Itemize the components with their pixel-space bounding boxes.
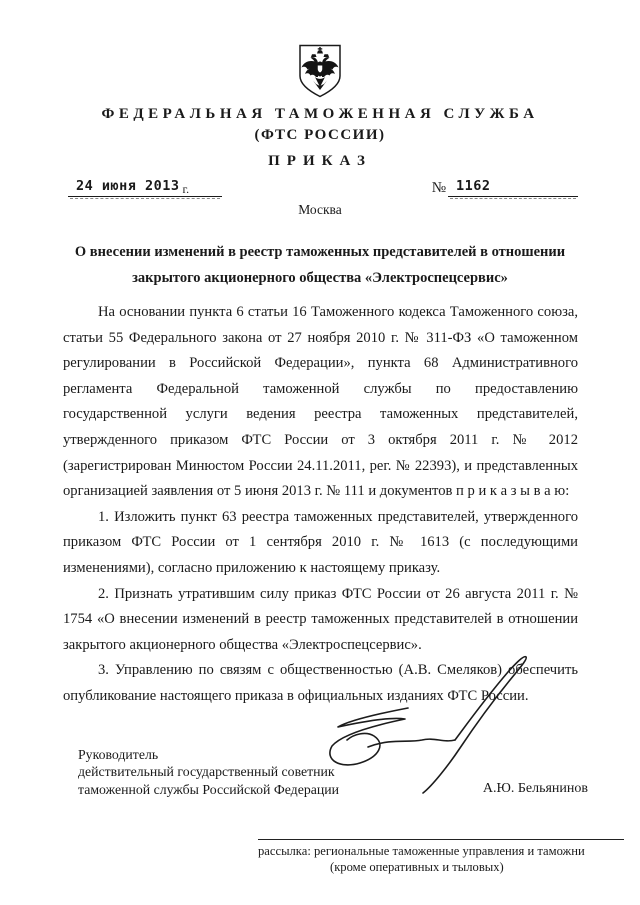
signer-position-line2: действительный государственный советник	[78, 764, 335, 779]
order-body	[63, 300, 578, 710]
distribution-footer	[258, 839, 624, 875]
agency-short-name: (ФТС РОССИИ)	[254, 127, 386, 143]
signature-block	[78, 746, 588, 799]
paragraph-item-1: 1. Изложить пункт 63 реестра таможенных представителей, утвержденного приказом ФТС России от 1 сентября 2010 г. № 1613 (с последующими изменениями), согласно приложению к настоящему приказу.	[63, 508, 578, 576]
document-header	[0, 0, 640, 218]
city-label: Москва	[298, 202, 342, 217]
number-field	[432, 177, 578, 197]
signer-position	[78, 746, 339, 799]
distribution-line2: (кроме оперативных и тыловых)	[330, 860, 504, 874]
paragraph-item-3: 3. Управлению по связям с общественностью (А.В. Смеляков) обеспечить опубликование настоящего приказа в официальных изданиях ФТС России.	[63, 662, 578, 704]
date-field	[68, 177, 222, 197]
signer-name: А.Ю. Бельянинов	[482, 781, 588, 796]
order-title: О внесении изменений в реестр таможенных представителей в отношении закрытого акционерного общества «Электроспецсервис»	[74, 244, 566, 286]
date-value: 24 июня 2013	[76, 178, 180, 194]
number-sign: №	[431, 180, 446, 196]
number-value-line	[448, 177, 578, 197]
paragraph-item-2: 2. Признать утратившим силу приказ ФТС России от 26 августа 2011 г. № 1754 «О внесении изменений в реестр таможенных представителей в отношении закрытого акционерного общества «Электроспецсервис».	[63, 585, 578, 653]
date-suffix: г.	[182, 182, 190, 196]
document-type-heading: ПРИКАЗ	[268, 153, 372, 169]
signer-position-line3: таможенной службы Российской Федерации	[78, 781, 339, 797]
signer-position-line1: Руководитель	[78, 746, 159, 762]
number-value: 1162	[456, 178, 491, 194]
paragraph-preamble: На основании пункта 6 статьи 16 Таможенного кодекса Таможенного союза, статьи 55 Федерального закона от 27 ноября 2010 г. № 311-ФЗ «О таможенном регулировании в Российской Федерации», пункта 68 Административного регламента Федеральной таможенной службы по предоставлению государственной услуги ведения реестра таможенных представителей, утвержденного приказом ФТС России от 3 октября 2011 г. № 2012 (зарегистрирован Минюстом России 24.11.2011, рег. № 22393), и представленных организацией заявления от 5 июня 2013 г. № 111 и документов п р и к а з ы в а ю:	[63, 304, 578, 500]
coat-of-arms-icon	[295, 44, 345, 98]
date-number-row	[68, 177, 578, 197]
distribution-line1: рассылка: региональные таможенные управления и таможни	[258, 844, 585, 858]
agency-name: ФЕДЕРАЛЬНАЯ ТАМОЖЕННАЯ СЛУЖБА	[101, 106, 539, 122]
